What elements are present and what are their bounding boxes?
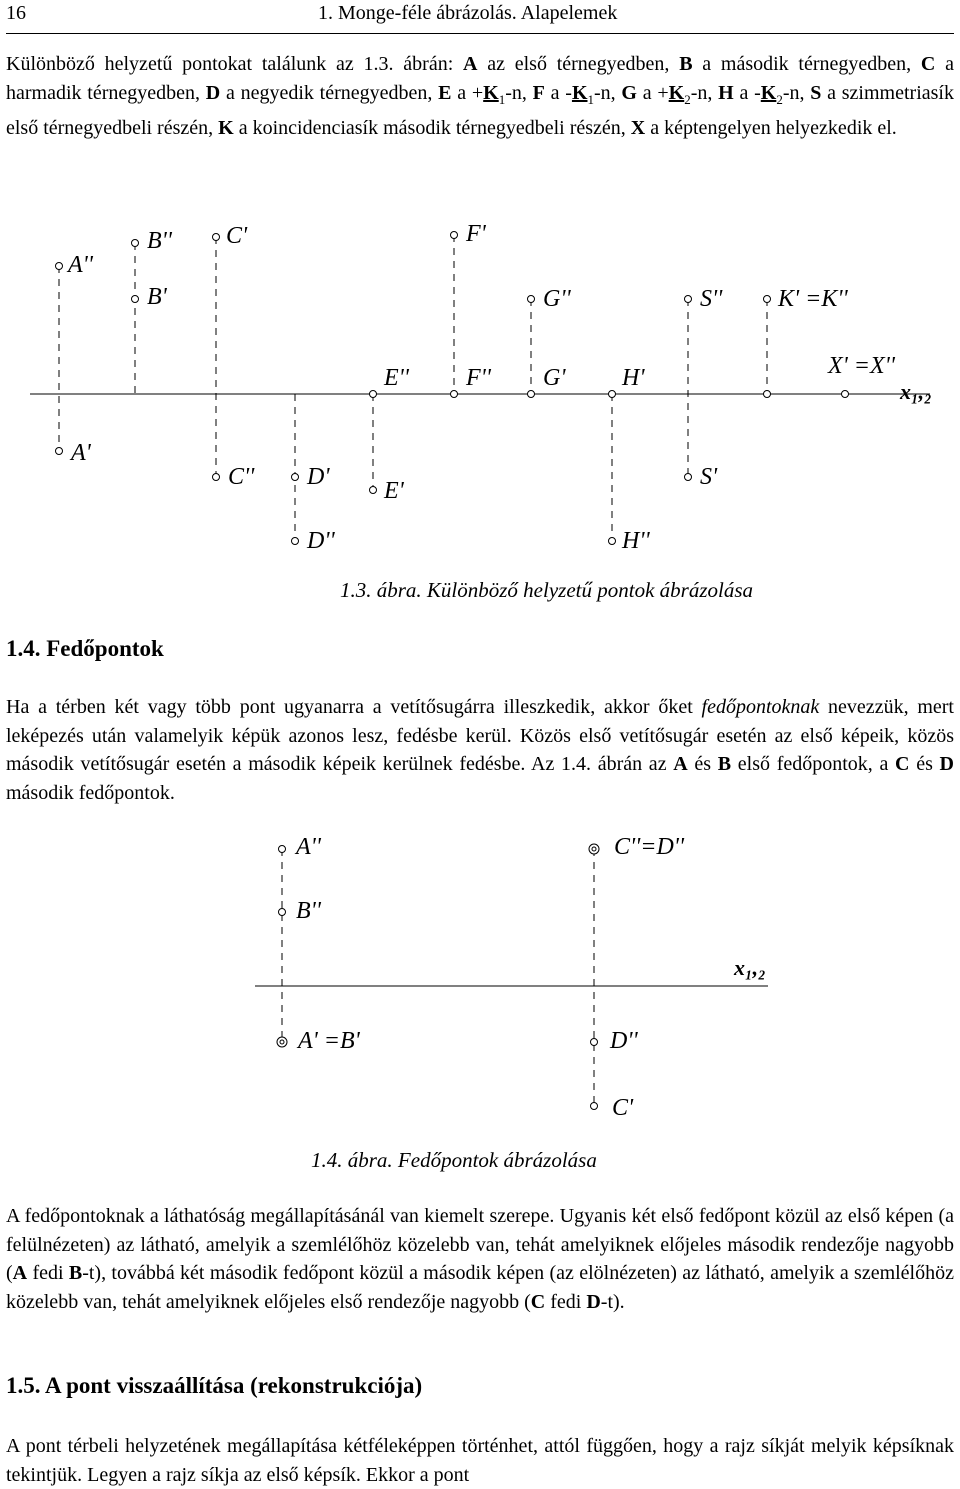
label-c1: C' — [226, 223, 248, 249]
paragraph-visszaallitas: A pont térbeli helyzetének megállapítása kétféleképpen történhet, attól függően, hogy a rajz síkját melyik képsíknak tekintjük. Legyen a rajz síkja az első képsík. Ekkor a pont — [6, 1435, 954, 1486]
header-rule — [6, 33, 954, 34]
label-s1: S' — [700, 464, 718, 490]
label-ab1: A' =B' — [298, 1028, 360, 1054]
paragraph-lathatosag: A fedőpontoknak a láthatóság megállapításánál van kiemelt szerepe. Ugyanis két első fedőpont közül az első képen (a felülnézeten) az látható, amelyik a szemlélőhöz közelebb van, tehát amelyiknek előjeles második rendezője nagyobb (A fedi B-t), továbbá két második fedőpont közül a második képen (az elölnézeten) az látható, amelyik a szemlélőhöz közelebb van, tehát amelyiknek előjeles első rendezője nagyobb (C fedi D-t). — [6, 1205, 954, 1313]
point-markers — [56, 232, 849, 545]
label-h2: H'' — [622, 528, 650, 554]
label-e2: E'' — [384, 365, 409, 391]
section-1-4-heading: 1.4. Fedőpontok — [6, 636, 164, 661]
figure-1-4 — [0, 820, 960, 1140]
label-c2: C'' — [228, 464, 255, 490]
label-a2: A'' — [68, 252, 93, 278]
intro-paragraph: Különböző helyzetű pontokat találunk az 1.3. ábrán: A az első térnegyedben, B a második térnegyedben, C a harmadik térnegyedben, D a negyedik térnegyedben, E $a +K_1-n$, F a $-K_1-n$, G $a +K_2-n$, H a $-K_2-n$, S a szimmetriasík első térnegyedbeli részén, K a koincidenciasík második térnegyedbeli részén, X a képtengelyen helyezkedik el. — [6, 53, 955, 139]
label-e1: E' — [384, 478, 404, 504]
label-f2: F'' — [466, 365, 491, 391]
label-g1: G' — [543, 365, 566, 391]
label-d2-fig2: D'' — [610, 1028, 638, 1054]
label-b1: B' — [147, 284, 167, 310]
projection-lines — [59, 235, 767, 541]
label-d2: D'' — [307, 528, 335, 554]
label-b2: B'' — [147, 228, 172, 254]
running-title: 1. Monge-féle ábrázolás. Alapelemek — [318, 2, 618, 24]
label-g2: G'' — [543, 286, 571, 312]
label-k: K' =K'' — [778, 286, 848, 312]
paragraph-fedopontok: Ha a térben két vagy több pont ugyanarra a vetítősugárra illeszkedik, akkor őket fedőpontoknak nevezzük, mert leképezés után valamelyik képük azonos lesz, fedésbe kerül. Közös első vetítősugár esetén az első képeik, közös második vetítősugár esetén a második képeik kerülnek fedésbe. Az 1.4. ábrán az A és B első fedőpontok, a C és D második fedőpontok. — [6, 696, 954, 804]
label-b2-fig2: B'' — [296, 898, 321, 924]
projection-lines-2 — [282, 849, 594, 1106]
point-markers-2 — [277, 844, 599, 1110]
page-number: 16 — [6, 2, 26, 24]
section-1-5-heading: 1.5. A pont visszaállítása (rekonstrukciója) — [6, 1373, 423, 1398]
label-f1: F' — [466, 221, 486, 247]
label-a1: A' — [71, 440, 91, 466]
label-a2-fig2: A'' — [296, 834, 321, 860]
figure-1-4-caption: 1.4. ábra. Fedőpontok ábrázolása — [311, 1148, 597, 1172]
figure-1-3 — [0, 205, 960, 615]
axis-label: x₁,₂ — [900, 379, 932, 404]
figure-1-3-caption: 1.3. ábra. Különböző helyzetű pontok ábrázolása — [340, 578, 753, 602]
label-s2: S'' — [700, 286, 723, 312]
page-header — [6, 2, 954, 26]
label-d1: D' — [307, 464, 330, 490]
label-h1: H' — [622, 365, 645, 391]
label-cd2: C''=D'' — [614, 834, 685, 860]
label-c1-fig2: C' — [612, 1095, 634, 1121]
label-x: X' =X'' — [828, 353, 895, 379]
axis-label-2: x₁,₂ — [734, 955, 766, 980]
